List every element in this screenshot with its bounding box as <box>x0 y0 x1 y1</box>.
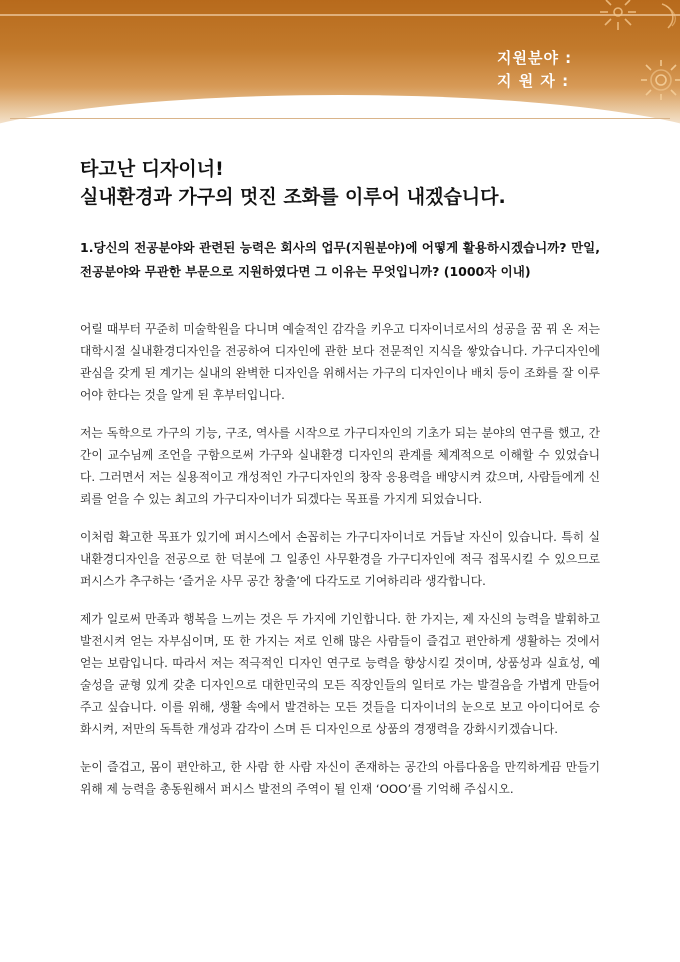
paragraph: 저는 독학으로 가구의 기능, 구조, 역사를 시작으로 가구디자인의 기초가 되는 분야의 연구를 했고, 간간이 교수님께 조언을 구함으로써 가구와 실내환경 디자인의 관계를 체계적으로 이해할 수 있었습니다. 그러면서 저는 실용적이고 개성적인 가구디자인의 창작 응용력을 배양시켜 갔으며, 사람들에게 신뢰를 얻을 수 있는 최고의 가구디자이너가 되겠다는 목표를 가지게 되었습니다. <box>80 426 600 506</box>
paragraph: 어릴 때부터 꾸준히 미술학원을 다니며 예술적인 감각을 키우고 디자이너로서의 성공을 꿈 꿔 온 저는 대학시절 실내환경디자인을 전공하여 디자인에 관한 보다 전문적인 지식을 쌓았습니다. 가구디자인에 관심을 갖게 된 계기는 실내의 완벽한 디자인을 위해서는 가구의 디자인이나 배치 등이 조화를 잘 이루어야 한다는 것을 알게 된 후부터입니다. <box>80 322 600 402</box>
header-divider <box>10 118 670 119</box>
essay-body <box>80 318 600 816</box>
applicant-name-label: 지 원 자 : <box>497 72 570 90</box>
header-banner <box>0 0 680 140</box>
document-title <box>80 155 620 211</box>
paragraph: 이처럼 확고한 목표가 있기에 퍼시스에서 손꼽히는 가구디자이너로 거듭날 자신이 있습니다. 특히 실내환경디자인을 전공으로 한 덕분에 그 일종인 사무환경을 가구디자인에 적극 접목시킬 수 있으므로 퍼시스가 추구하는 ‘즐거운 사무 공간 창출’에 다각도로 기여하리라 생각합니다. <box>80 530 600 588</box>
title-line-2: 실내환경과 가구의 멋진 조화를 이루어 내겠습니다. <box>80 186 506 208</box>
paragraph: 눈이 즐겁고, 몸이 편안하고, 한 사람 한 사람 자신이 존재하는 공간의 아름다움을 만끽하게끔 만들기 위해 제 능력을 총동원해서 퍼시스 발전의 주역이 될 인재 ‘OOO’를 기억해 주십시오. <box>80 760 600 796</box>
applicant-info <box>497 47 572 93</box>
field-label: 지원분야 : <box>497 49 573 67</box>
title-line-1: 타고난 디자이너! <box>80 158 224 180</box>
question-text: 1.당신의 전공분야와 관련된 능력은 회사의 업무(지원분야)에 어떻게 활용하시겠습니까? 만일, 전공분야와 무관한 부문으로 지원하였다면 그 이유는 무엇입니까? (1000자 이내) <box>80 240 600 279</box>
leaf-ornament-icon <box>658 2 680 30</box>
paragraph: 제가 일로써 만족과 행복을 느끼는 것은 두 가지에 기인합니다. 한 가지는, 제 자신의 능력을 발휘하고 발전시켜 얻는 자부심이며, 또 한 가지는 저로 인해 많은 사람들이 즐겁고 편안하게 생활하는 것에서 얻는 보람입니다. 따라서 저는 적극적인 디자인 연구로 능력을 향상시킬 것이며, 상품성과 실효성, 예술성을 균형 있게 갖춘 디자인으로 대한민국의 모든 직장인들의 일터로 가는 발걸음을 가볍게 만들어 주고 싶습니다. 이를 위해, 생활 속에서 발견하는 모든 것들을 디자이너의 눈으로 보고 아이디어로 승화시켜, 저만의 독특한 개성과 감각이 스며 든 디자인으로 상품의 경쟁력을 강화시키겠습니다. <box>80 612 600 736</box>
